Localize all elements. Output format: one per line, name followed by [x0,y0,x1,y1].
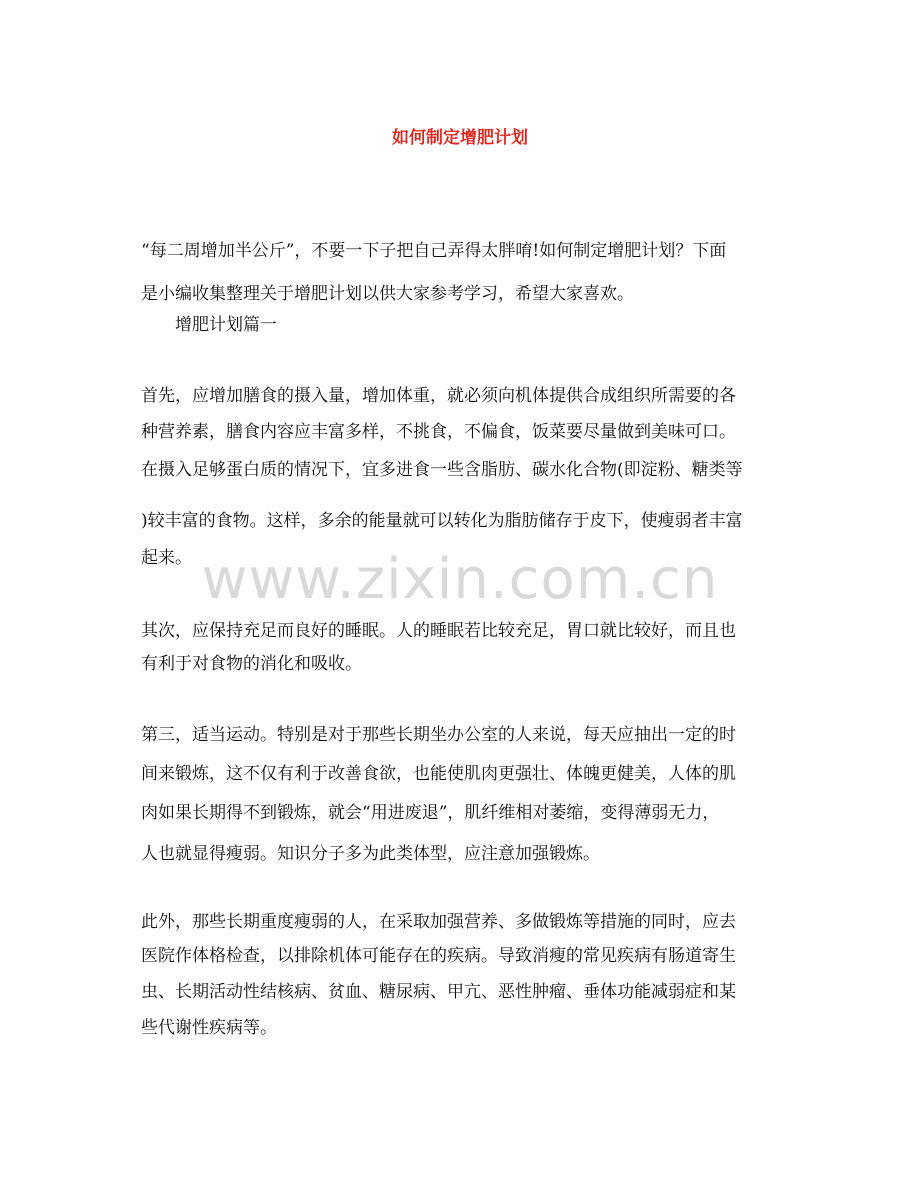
text-line: 有利于对食物的消化和吸收。 [141,654,362,674]
text-line: 是小编收集整理关于增肥计划以供大家参考学习，希望大家喜欢。 [141,284,634,304]
watermark-text: www.zixin.com.cn [201,547,719,612]
text-line: 种营养素，膳食内容应丰富多样，不挑食，不偏食，饭菜要尽量做到美味可口。 [141,422,736,442]
text-line: 虫、长期活动性结核病、贫血、糖尿病、甲亢、恶性肿瘤、垂体功能减弱症和某 [141,982,736,1002]
text-line: 其次，应保持充足而良好的睡眠。人的睡眠若比较充足，胃口就比较好，而且也 [141,621,736,641]
text-line: 肉如果长期得不到锻炼，就会“用进废退”，肌纤维相对萎缩，变得薄弱无力， [141,803,720,823]
text-line: 医院作体格检查，以排除机体可能存在的疾病。导致消瘦的常见疾病有肠道寄生 [141,946,736,966]
text-line: 人也就显得瘦弱。知识分子多为此类体型，应注意加强锻炼。 [141,844,600,864]
document-title: 如何制定增肥计划 [392,128,528,148]
text-line: 第三，适当运动。特别是对于那些长期坐办公室的人来说，每天应抽出一定的时 [141,725,736,745]
text-line: 些代谢性疾病等。 [141,1018,277,1038]
text-line: 起来。 [141,548,192,568]
section-heading: 增肥计划篇一 [175,315,277,335]
text-line: 间来锻炼，这不仅有利于改善食欲，也能使肌肉更强壮、体魄更健美，人体的肌 [141,764,736,784]
text-line: 在摄入足够蛋白质的情况下，宜多进食一些含脂肪、碳水化合物(即淀粉、糖类等 [141,460,743,480]
text-line: 首先，应增加膳食的摄入量，增加体重，就必须向机体提供合成组织所需要的各 [141,386,736,406]
text-line: 此外，那些长期重度瘦弱的人，在采取加强营养、多做锻炼等措施的同时，应去 [141,912,736,932]
text-line: “每二周增加半公斤”，不要一下子把自己弄得太胖唷!如何制定增肥计划？下面 [141,241,727,261]
text-line: )较丰富的食物。这样，多余的能量就可以转化为脂肪储存于皮下，使瘦弱者丰富 [141,511,743,531]
